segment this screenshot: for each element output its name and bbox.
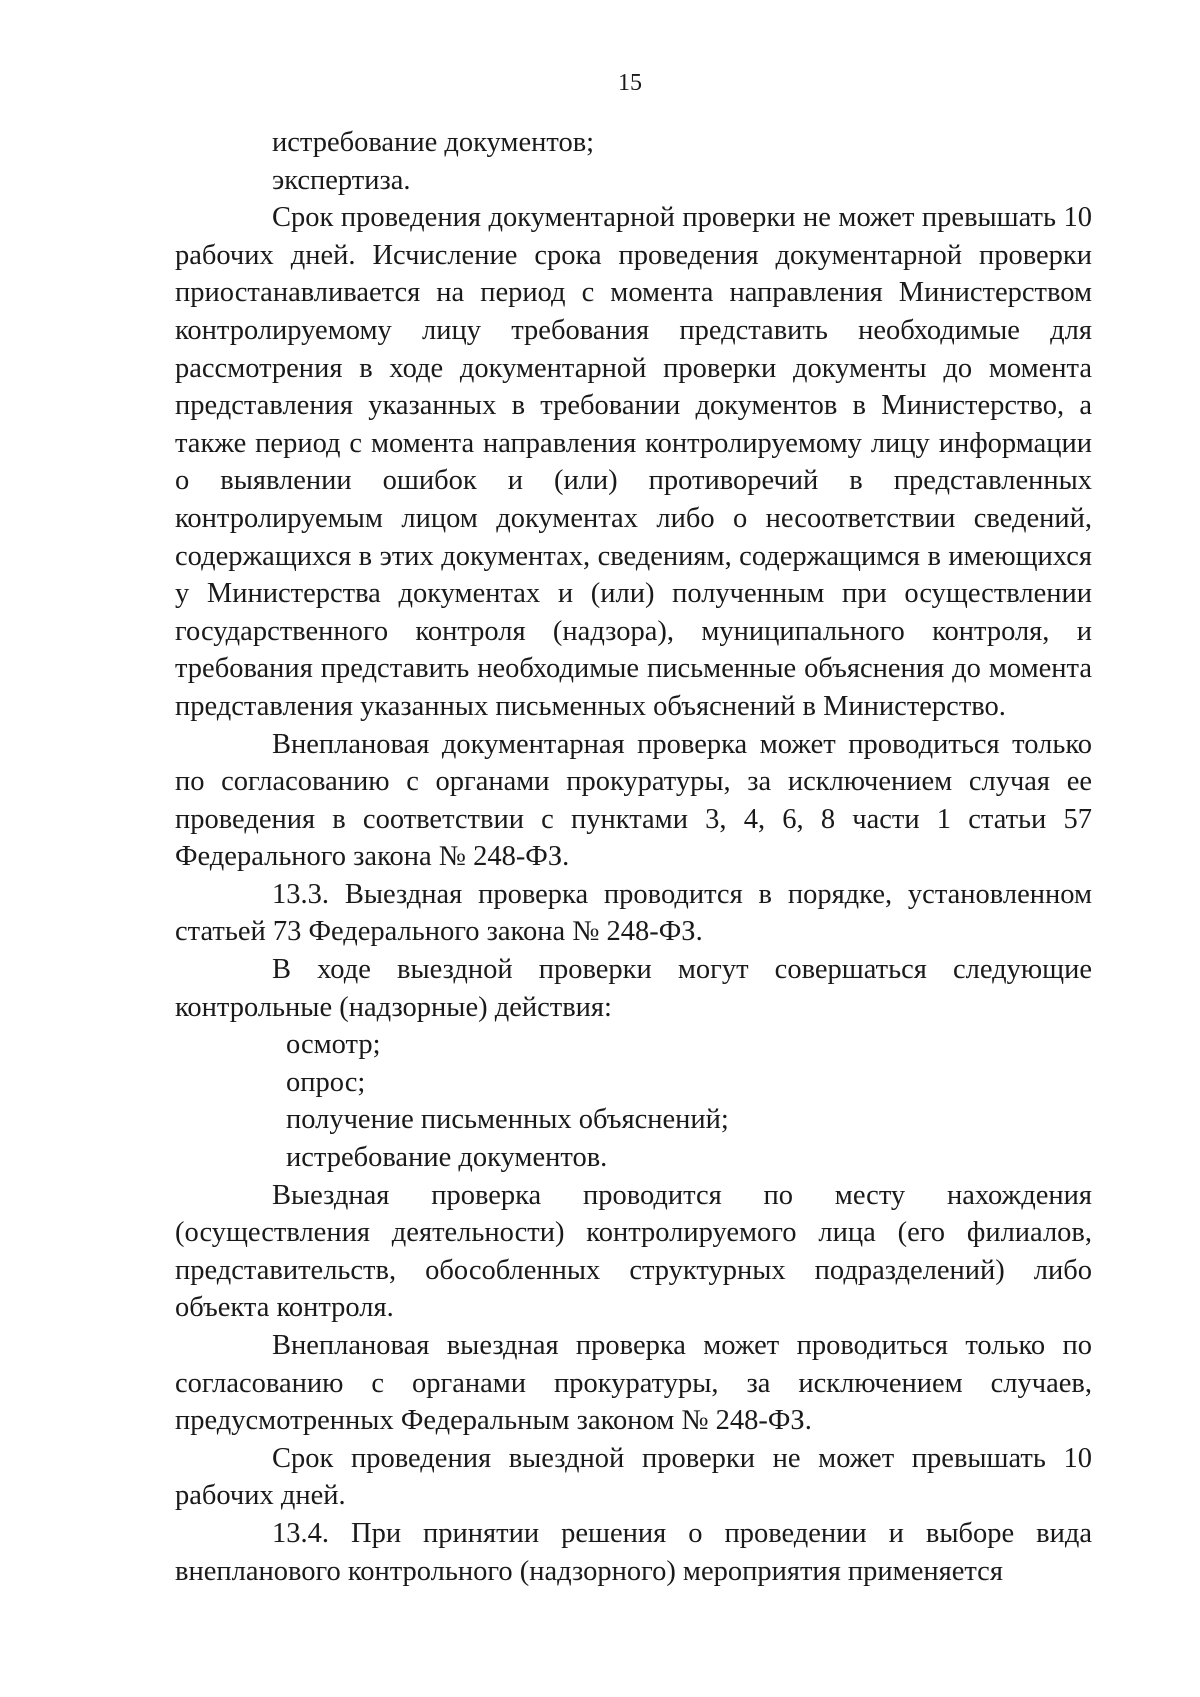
page-number: 15 [618,70,642,96]
list-item: получение письменных объяснений; [286,1104,729,1136]
list-item: истребование документов. [286,1142,608,1174]
list-item: экспертиза. [272,164,411,196]
list-item: опрос; [286,1066,366,1098]
document-body [175,124,1092,1590]
list-item: осмотр; [286,1029,381,1061]
paragraph-unscheduled-document-check: Внеплановая документарная проверка может проводиться только по согласованию с органами прокуратуры, за исключением случая ее проведения в соответствии с пунктами 3, 4, 6, 8 части 1 статьи 57 Федерального закона № 248-ФЗ. [175,728,1092,873]
paragraph-unscheduled-onsite-check: Внеплановая выездная проверка может проводиться только по согласованию с органами прокуратуры, за исключением случаев, предусмотренных Федеральным законом № 248-ФЗ. [175,1330,1092,1437]
paragraph-onsite-check-term: Срок проведения выездной проверки не может превышать 10 рабочих дней. [175,1442,1092,1512]
paragraph-onsite-check-location: Выездная проверка проводится по месту нахождения (осуществления деятельности) контролируемого лица (его филиалов, представительств, обособленных структурных подразделений) либо объекта контроля. [175,1179,1092,1324]
paragraph-section-13-4: 13.4. При принятии решения о проведении и выборе вида внепланового контрольного (надзорного) мероприятия применяется [175,1517,1092,1587]
paragraph-section-13-3: 13.3. Выездная проверка проводится в порядке, установленном статьей 73 Федерального закона № 248-ФЗ. [175,878,1092,948]
list-item: истребование документов; [272,127,595,158]
paragraph-onsite-actions-intro: В ходе выездной проверки могут совершаться следующие контрольные (надзорные) действия: [175,954,1092,1023]
paragraph-document-check-term: Срок проведения документарной проверки не может превышать 10 рабочих дней. Исчисление срока проведения документарной проверки приостанавливается на период с момента направления Министерством контролируемому лицу требования представить необходимые для рассмотрения в ходе документарной проверки документы до момента представления указанных в требовании документов в Министерство, а также период с момента направления контролируемому лицу информации о выявлении ошибок и (или) противоречий в представленных контролируемым лицом документах либо о несоответствии сведений, содержащихся в этих документах, сведениям, содержащимся в имеющихся у Министерства документах и (или) полученным при осуществлении государственного контроля (надзора), муниципального контроля, и требования представить необходимые письменные объяснения до момента представления указанных письменных объяснений в Министерство. [175,202,1092,722]
